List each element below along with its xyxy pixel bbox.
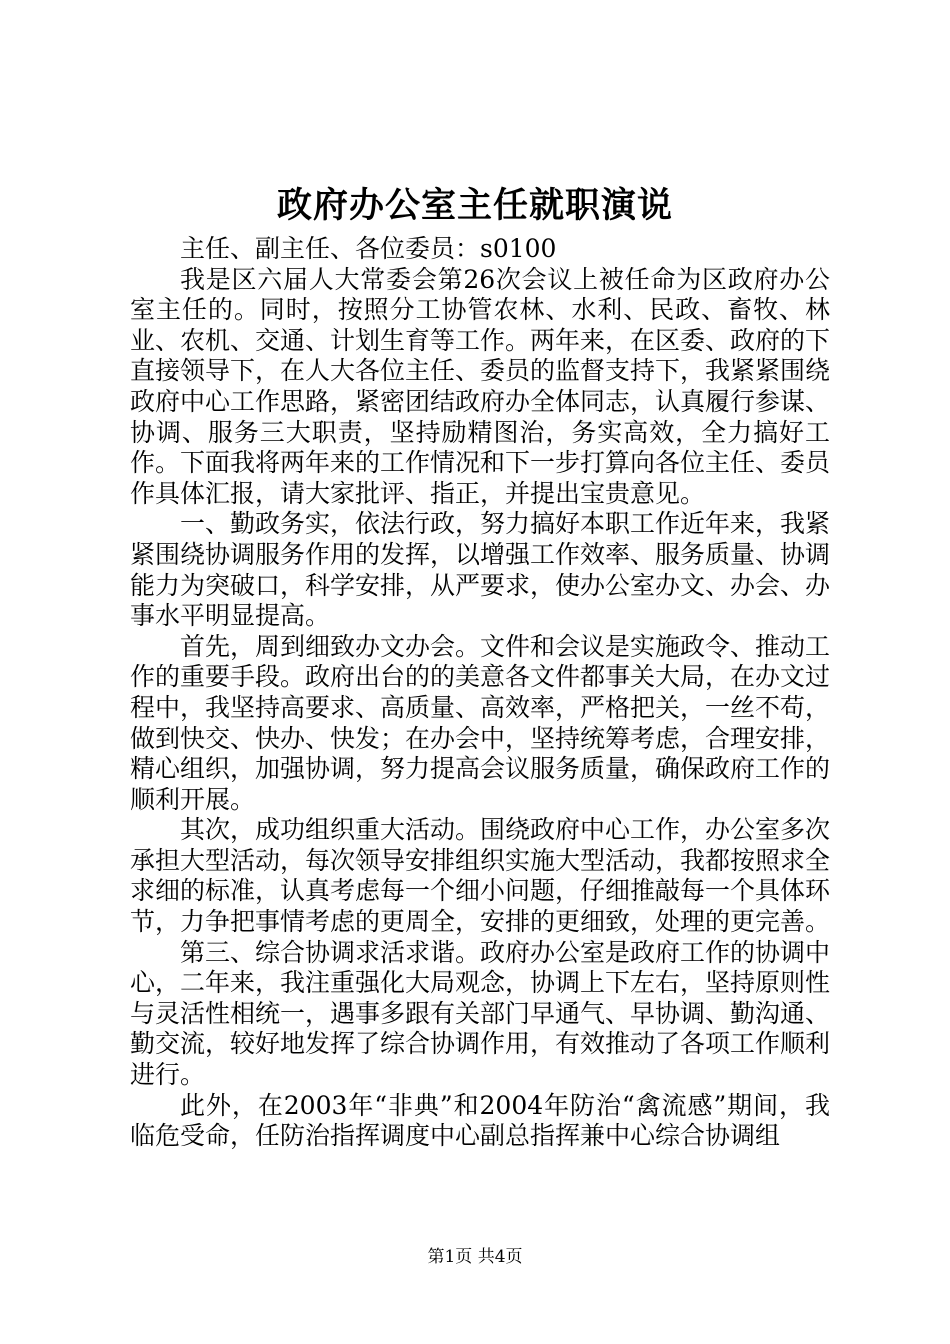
document-title: 政府办公室主任就职演说 [276, 185, 673, 226]
paragraph-section-one: 一、勤政务实，依法行政，努力搞好本职工作近年来，我紧紧围绕协调服务作用的发挥，以增强工作效率、服务质量、协调能力为突破口，科学安排，从严要求，使办公室办文、办会、办事水平明显提高。 [130, 509, 831, 631]
paragraph-salutation: 主任、副主任、各位委员：s0100 [180, 234, 557, 263]
paragraph-additional: 此外，在2003年“非典”和2004年防治“禽流感”期间，我临危受命，任防治指挥调度中心副总指挥兼中心综合协调组 [130, 1090, 830, 1151]
paragraph-first-point: 首先，周到细致办文办会。文件和会议是实施政令、推动工作的重要手段。政府出台的的美意各文件都事关大局，在办文过程中，我坚持高要求、高质量、高效率，严格把关，一丝不苟，做到快交、快办、快发；在办会中，坚持统筹考虑，合理安排，精心组织，加强协调，努力提高会议服务质量，确保政府工作的顺利开展。 [130, 631, 831, 814]
paragraph-introduction: 我是区六届人大常委会第26次会议上被任命为区政府办公室主任的。同时，按照分工协管农林、水利、民政、畜牧、林业、农机、交通、计划生育等工作。两年来，在区委、政府的下直接领导下，在人大各位主任、委员的监督支持下，我紧紧围绕政府中心工作思路，紧密团结政府办全体同志，认真履行参谋、协调、服务三大职责，坚持励精图治，务实高效，全力搞好工作。下面我将两年来的工作情况和下一步打算向各位主任、委员作具体汇报，请大家批评、指正，并提出宝贵意见。 [130, 264, 831, 508]
page-number-footer: 第1页 共4页 [427, 1247, 523, 1267]
document-body [130, 234, 830, 1152]
paragraph-third-point: 第三、综合协调求活求谐。政府办公室是政府工作的协调中心，二年来，我注重强化大局观念，协调上下左右，坚持原则性与灵活性相统一，遇事多跟有关部门早通气、早协调、勤沟通、勤交流，较好地发挥了综合协调作用，有效推动了各项工作顺利进行。 [130, 937, 831, 1090]
paragraph-second-point: 其次，成功组织重大活动。围绕政府中心工作，办公室多次承担大型活动，每次领导安排组织实施大型活动，我都按照求全求细的标准，认真考虑每一个细小问题，仔细推敲每一个具体环节，力争把事情考虑的更周全，安排的更细致，处理的更完善。 [130, 815, 831, 937]
